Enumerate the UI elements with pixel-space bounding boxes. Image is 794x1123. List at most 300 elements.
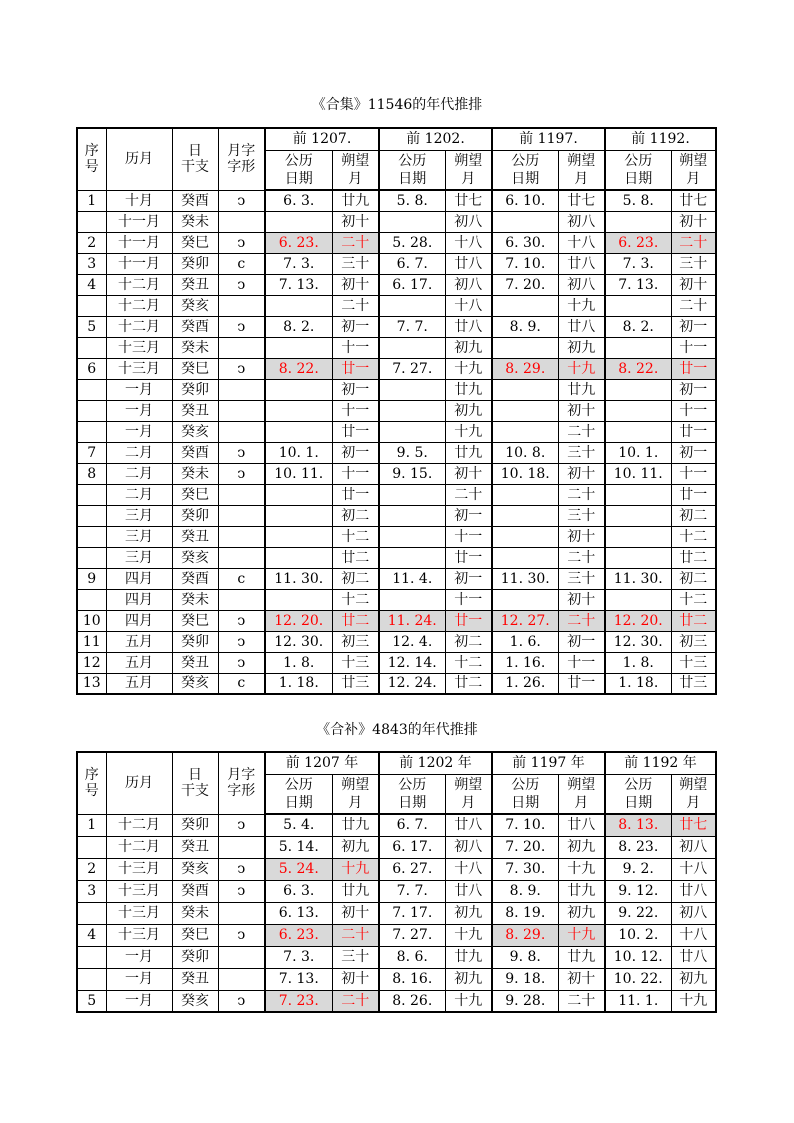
date-cell: 10. 18. <box>492 463 558 484</box>
lunation-cell: 十一 <box>332 463 379 484</box>
glyph-cell: ↄ <box>218 631 265 652</box>
day-cell: 癸巳 <box>172 484 218 505</box>
day-cell: 癸亥 <box>172 547 218 568</box>
gregorian-date-header-line-2: 日期 <box>398 170 427 187</box>
lunation-cell: 初一 <box>671 442 716 463</box>
lunation-cell: 十一 <box>332 337 379 358</box>
lunation-cell: 廿九 <box>445 442 492 463</box>
lunation-cell: 二十 <box>445 484 492 505</box>
month-cell: 二月 <box>106 463 172 484</box>
date-cell: 9. 18. <box>492 968 558 990</box>
date-cell <box>379 211 445 232</box>
table-row <box>77 400 716 421</box>
seq-header-line-1: 序 <box>84 143 99 160</box>
lunation-cell: 初九 <box>445 400 492 421</box>
date-cell <box>265 484 332 505</box>
date-cell: 7. 10. <box>492 814 558 836</box>
glyph-cell <box>218 295 265 316</box>
date-cell <box>379 295 445 316</box>
glyph-header-line-1: 月字 <box>227 767 256 784</box>
lunation-cell: 十二 <box>332 589 379 610</box>
month-cell: 十月 <box>106 190 172 211</box>
glyph-cell: c <box>218 568 265 589</box>
date-cell: 11. 1. <box>605 990 671 1012</box>
lunation-cell: 初九 <box>558 836 605 858</box>
seq-cell <box>77 902 106 924</box>
date-cell: 12. 24. <box>379 673 445 694</box>
lunation-cell: 初十 <box>332 274 379 295</box>
lunation-cell: 十一 <box>671 400 716 421</box>
date-cell: 8. 16. <box>379 968 445 990</box>
year-header: 前 1192. <box>605 128 716 150</box>
lunation-day-header <box>445 774 492 814</box>
table-row <box>77 463 716 484</box>
date-cell: 9. 5. <box>379 442 445 463</box>
date-cell: 7. 13. <box>265 274 332 295</box>
date-cell <box>492 589 558 610</box>
lunation-cell: 十一 <box>445 526 492 547</box>
month-cell: 二月 <box>106 442 172 463</box>
glyph-cell <box>218 836 265 858</box>
date-cell <box>492 337 558 358</box>
day-header <box>172 128 218 190</box>
table-row <box>77 673 716 694</box>
date-cell: 7. 20. <box>492 836 558 858</box>
lunation-cell: 廿一 <box>671 358 716 379</box>
lunation-cell: 十九 <box>445 990 492 1012</box>
day-cell: 癸巳 <box>172 232 218 253</box>
gregorian-date-header-line-1: 公历 <box>624 152 653 169</box>
glyph-cell: ↄ <box>218 610 265 631</box>
date-cell: 10. 1. <box>605 442 671 463</box>
date-cell: 6. 23. <box>605 232 671 253</box>
glyph-cell: ↄ <box>218 232 265 253</box>
date-cell: 11. 24. <box>379 610 445 631</box>
day-cell: 癸酉 <box>172 568 218 589</box>
date-cell: 11. 30. <box>605 568 671 589</box>
date-cell <box>492 421 558 442</box>
lunation-cell: 初十 <box>332 211 379 232</box>
lunation-day-header-line-1: 朔望 <box>679 152 708 169</box>
table-row <box>77 946 716 968</box>
day-cell: 癸酉 <box>172 880 218 902</box>
table-row <box>77 902 716 924</box>
day-cell: 癸丑 <box>172 526 218 547</box>
seq-cell: 3 <box>77 880 106 902</box>
seq-cell: 11 <box>77 631 106 652</box>
glyph-cell: ↄ <box>218 358 265 379</box>
date-cell: 12. 30. <box>605 631 671 652</box>
lunation-cell: 十八 <box>445 858 492 880</box>
month-cell: 五月 <box>106 631 172 652</box>
date-cell <box>265 547 332 568</box>
glyph-cell <box>218 902 265 924</box>
lunation-cell: 二十 <box>332 232 379 253</box>
month-cell: 一月 <box>106 400 172 421</box>
glyph-header <box>218 128 265 190</box>
lunation-cell: 初八 <box>558 211 605 232</box>
lunation-cell: 廿八 <box>445 880 492 902</box>
date-cell <box>379 505 445 526</box>
gregorian-date-header-line-2: 日期 <box>284 170 313 187</box>
date-cell: 8. 2. <box>265 316 332 337</box>
lunation-cell: 初一 <box>445 505 492 526</box>
lunation-day-header-line-1: 朔望 <box>454 152 483 169</box>
date-cell <box>605 400 671 421</box>
gregorian-date-header-line-2: 日期 <box>284 794 313 811</box>
date-cell: 5. 14. <box>265 836 332 858</box>
table-row <box>77 232 716 253</box>
date-cell: 6. 27. <box>379 858 445 880</box>
glyph-cell <box>218 547 265 568</box>
lunation-cell: 廿一 <box>332 358 379 379</box>
gregorian-date-header <box>605 774 671 814</box>
date-cell <box>605 295 671 316</box>
date-cell <box>265 400 332 421</box>
seq-cell: 6 <box>77 358 106 379</box>
date-cell: 11. 4. <box>379 568 445 589</box>
date-cell: 8. 29. <box>492 924 558 946</box>
year-header: 前 1202 年 <box>379 752 492 774</box>
month-cell: 十二月 <box>106 295 172 316</box>
date-cell: 7. 27. <box>379 358 445 379</box>
date-cell: 10. 11. <box>265 463 332 484</box>
date-cell: 11. 30. <box>492 568 558 589</box>
date-cell: 6. 23. <box>265 924 332 946</box>
date-cell: 8. 9. <box>492 316 558 337</box>
seq-cell: 3 <box>77 253 106 274</box>
table-2-title: 《合补》4843的年代推排 <box>316 722 478 738</box>
lunation-cell: 初八 <box>671 836 716 858</box>
month-cell: 十二月 <box>106 814 172 836</box>
seq-cell: 10 <box>77 610 106 631</box>
lunation-day-header-line-2: 月 <box>574 794 589 811</box>
date-cell: 9. 8. <box>492 946 558 968</box>
lunation-cell: 十一 <box>671 463 716 484</box>
table-row <box>77 211 716 232</box>
date-cell: 8. 6. <box>379 946 445 968</box>
seq-cell <box>77 589 106 610</box>
date-cell: 6. 23. <box>265 232 332 253</box>
lunation-cell: 初十 <box>332 902 379 924</box>
lunation-cell: 初九 <box>445 337 492 358</box>
gregorian-date-header <box>379 774 445 814</box>
date-cell <box>492 547 558 568</box>
date-cell: 7. 7. <box>379 880 445 902</box>
seq-cell: 1 <box>77 814 106 836</box>
table-1-title: 《合集》11546的年代推排 <box>311 97 483 113</box>
date-cell: 12. 4. <box>379 631 445 652</box>
date-cell <box>265 295 332 316</box>
date-cell: 10. 12. <box>605 946 671 968</box>
lunation-cell: 廿一 <box>445 547 492 568</box>
day-cell: 癸丑 <box>172 400 218 421</box>
month-cell: 一月 <box>106 946 172 968</box>
glyph-cell: ↄ <box>218 990 265 1012</box>
date-cell: 7. 7. <box>379 316 445 337</box>
glyph-cell <box>218 379 265 400</box>
month-cell: 四月 <box>106 610 172 631</box>
lunation-cell: 廿二 <box>671 547 716 568</box>
table-row <box>77 547 716 568</box>
table-row <box>77 880 716 902</box>
lunation-cell: 十八 <box>671 924 716 946</box>
date-cell: 1. 8. <box>605 652 671 673</box>
year-header: 前 1192 年 <box>605 752 716 774</box>
date-cell <box>265 337 332 358</box>
table-row <box>77 442 716 463</box>
glyph-cell <box>218 505 265 526</box>
day-cell: 癸卯 <box>172 505 218 526</box>
date-cell: 7. 13. <box>265 968 332 990</box>
lunation-cell: 三十 <box>671 253 716 274</box>
table-row <box>77 568 716 589</box>
month-cell: 十三月 <box>106 337 172 358</box>
lunation-cell: 十九 <box>558 295 605 316</box>
date-cell <box>379 547 445 568</box>
month-cell: 三月 <box>106 526 172 547</box>
lunation-cell: 廿一 <box>558 673 605 694</box>
date-cell <box>379 421 445 442</box>
table-row <box>77 589 716 610</box>
gregorian-date-header-line-1: 公历 <box>624 776 653 793</box>
lunation-day-header-line-2: 月 <box>348 794 363 811</box>
gregorian-date-header-line-1: 公历 <box>284 776 313 793</box>
seq-header <box>77 128 106 190</box>
seq-cell: 7 <box>77 442 106 463</box>
date-cell <box>605 337 671 358</box>
table-row <box>77 421 716 442</box>
lunation-cell: 十九 <box>558 858 605 880</box>
date-cell <box>265 379 332 400</box>
date-cell: 10. 2. <box>605 924 671 946</box>
month-cell: 十三月 <box>106 924 172 946</box>
seq-cell <box>77 836 106 858</box>
lunation-cell: 廿八 <box>671 946 716 968</box>
glyph-cell: ↄ <box>218 880 265 902</box>
day-cell: 癸酉 <box>172 442 218 463</box>
date-cell: 7. 23. <box>265 990 332 1012</box>
date-cell <box>379 379 445 400</box>
lunation-cell: 十九 <box>558 358 605 379</box>
date-cell: 6. 17. <box>379 836 445 858</box>
day-header-line-2: 干支 <box>181 159 209 176</box>
day-cell: 癸巳 <box>172 358 218 379</box>
seq-cell: 12 <box>77 652 106 673</box>
month-cell: 十二月 <box>106 316 172 337</box>
lunation-cell: 十八 <box>671 858 716 880</box>
date-cell: 10. 11. <box>605 463 671 484</box>
glyph-cell <box>218 484 265 505</box>
lunation-cell: 十八 <box>445 232 492 253</box>
seq-cell <box>77 337 106 358</box>
lunation-cell: 十一 <box>671 337 716 358</box>
month-cell: 十三月 <box>106 880 172 902</box>
day-cell: 癸巳 <box>172 610 218 631</box>
gregorian-date-header-line-2: 日期 <box>398 794 427 811</box>
seq-cell: 2 <box>77 858 106 880</box>
year-header: 前 1207 年 <box>265 752 379 774</box>
lunation-cell: 初九 <box>445 968 492 990</box>
month-cell: 一月 <box>106 968 172 990</box>
lunation-cell: 廿七 <box>671 190 716 211</box>
lunation-cell: 十九 <box>445 924 492 946</box>
lunation-cell: 十九 <box>558 924 605 946</box>
gregorian-date-header-line-1: 公历 <box>398 152 427 169</box>
lunation-cell: 初十 <box>445 463 492 484</box>
lunation-cell: 二十 <box>671 295 716 316</box>
date-cell <box>379 484 445 505</box>
date-cell: 9. 12. <box>605 880 671 902</box>
month-cell: 一月 <box>106 990 172 1012</box>
gregorian-date-header-line-1: 公历 <box>398 776 427 793</box>
lunation-cell: 廿八 <box>558 253 605 274</box>
glyph-header-line-1: 月字 <box>227 143 256 160</box>
month-cell: 十一月 <box>106 253 172 274</box>
date-cell <box>492 484 558 505</box>
date-cell: 11. 30. <box>265 568 332 589</box>
day-cell: 癸未 <box>172 211 218 232</box>
table-row <box>77 505 716 526</box>
lunation-cell: 初一 <box>558 631 605 652</box>
date-cell: 12. 20. <box>605 610 671 631</box>
lunation-cell: 廿八 <box>445 814 492 836</box>
date-cell: 1. 26. <box>492 673 558 694</box>
seq-cell: 2 <box>77 232 106 253</box>
lunation-cell: 廿九 <box>558 946 605 968</box>
gregorian-date-header-line-2: 日期 <box>624 794 653 811</box>
lunation-day-header-line-2: 月 <box>686 794 701 811</box>
lunation-day-header-line-1: 朔望 <box>454 776 483 793</box>
month-cell: 三月 <box>106 505 172 526</box>
glyph-cell <box>218 589 265 610</box>
date-cell <box>492 379 558 400</box>
date-cell: 5. 4. <box>265 814 332 836</box>
date-cell: 7. 30. <box>492 858 558 880</box>
lunation-cell: 十二 <box>332 526 379 547</box>
lunation-cell: 初九 <box>332 836 379 858</box>
date-cell: 12. 30. <box>265 631 332 652</box>
date-cell: 9. 2. <box>605 858 671 880</box>
day-cell: 癸未 <box>172 902 218 924</box>
lunation-cell: 十九 <box>671 990 716 1012</box>
day-cell: 癸酉 <box>172 190 218 211</box>
lunation-day-header <box>558 774 605 814</box>
month-cell: 一月 <box>106 421 172 442</box>
gregorian-date-header-line-1: 公历 <box>284 152 313 169</box>
lunation-cell: 十一 <box>445 589 492 610</box>
lunation-day-header-line-2: 月 <box>461 170 476 187</box>
lunation-cell: 十一 <box>558 652 605 673</box>
lunation-cell: 十三 <box>671 652 716 673</box>
lunation-cell: 初二 <box>671 568 716 589</box>
lunation-cell: 三十 <box>332 253 379 274</box>
day-cell: 癸丑 <box>172 274 218 295</box>
date-cell: 8. 26. <box>379 990 445 1012</box>
glyph-cell: ↄ <box>218 858 265 880</box>
gregorian-date-header <box>379 150 445 190</box>
date-cell: 10. 8. <box>492 442 558 463</box>
table-row <box>77 836 716 858</box>
lunation-cell: 三十 <box>332 946 379 968</box>
date-cell: 9. 28. <box>492 990 558 1012</box>
lunation-cell: 初一 <box>332 316 379 337</box>
day-cell: 癸亥 <box>172 990 218 1012</box>
date-cell <box>265 505 332 526</box>
day-header-line-1: 日 <box>188 143 202 160</box>
lunation-cell: 三十 <box>558 568 605 589</box>
gregorian-date-header-line-2: 日期 <box>624 170 653 187</box>
lunation-cell: 初十 <box>558 400 605 421</box>
date-cell <box>492 295 558 316</box>
seq-cell <box>77 421 106 442</box>
lunation-cell: 廿二 <box>445 673 492 694</box>
lunation-cell: 初一 <box>671 379 716 400</box>
lunation-cell: 廿九 <box>558 379 605 400</box>
date-cell <box>492 400 558 421</box>
lunation-cell: 廿三 <box>671 673 716 694</box>
seq-cell <box>77 484 106 505</box>
table-row <box>77 631 716 652</box>
date-cell: 12. 20. <box>265 610 332 631</box>
lunation-cell: 十八 <box>445 295 492 316</box>
lunation-day-header-line-1: 朔望 <box>567 152 596 169</box>
lunation-cell: 二十 <box>558 990 605 1012</box>
month-cell: 十三月 <box>106 858 172 880</box>
table-row <box>77 253 716 274</box>
lunation-cell: 初二 <box>332 505 379 526</box>
lunation-cell: 初八 <box>445 211 492 232</box>
day-cell: 癸丑 <box>172 968 218 990</box>
glyph-cell <box>218 337 265 358</box>
seq-cell: 5 <box>77 316 106 337</box>
seq-header-line-1: 序 <box>84 767 99 784</box>
glyph-cell: c <box>218 253 265 274</box>
lunation-cell: 三十 <box>558 505 605 526</box>
gregorian-date-header-line-1: 公历 <box>511 776 540 793</box>
date-cell <box>379 589 445 610</box>
lunation-cell: 三十 <box>558 442 605 463</box>
lunation-cell: 初九 <box>558 902 605 924</box>
date-cell: 8. 23. <box>605 836 671 858</box>
day-cell: 癸亥 <box>172 858 218 880</box>
lunation-day-header-line-1: 朔望 <box>567 776 596 793</box>
lunation-cell: 初三 <box>671 631 716 652</box>
table-row <box>77 526 716 547</box>
seq-cell: 8 <box>77 463 106 484</box>
glyph-header <box>218 752 265 814</box>
seq-cell: 1 <box>77 190 106 211</box>
glyph-header-line-2: 字形 <box>227 159 256 176</box>
date-cell: 6. 7. <box>379 814 445 836</box>
seq-cell: 13 <box>77 673 106 694</box>
lunation-cell: 初一 <box>671 316 716 337</box>
date-cell: 7. 27. <box>379 924 445 946</box>
day-cell: 癸亥 <box>172 421 218 442</box>
table-row <box>77 274 716 295</box>
date-cell: 6. 3. <box>265 190 332 211</box>
gregorian-date-header <box>265 150 332 190</box>
month-cell: 二月 <box>106 484 172 505</box>
table-row <box>77 358 716 379</box>
date-cell <box>605 211 671 232</box>
seq-cell <box>77 400 106 421</box>
lunation-cell: 二十 <box>558 421 605 442</box>
dating-table-heji-11546 <box>76 127 717 695</box>
date-cell: 8. 22. <box>605 358 671 379</box>
glyph-cell <box>218 526 265 547</box>
lunation-cell: 初八 <box>445 274 492 295</box>
